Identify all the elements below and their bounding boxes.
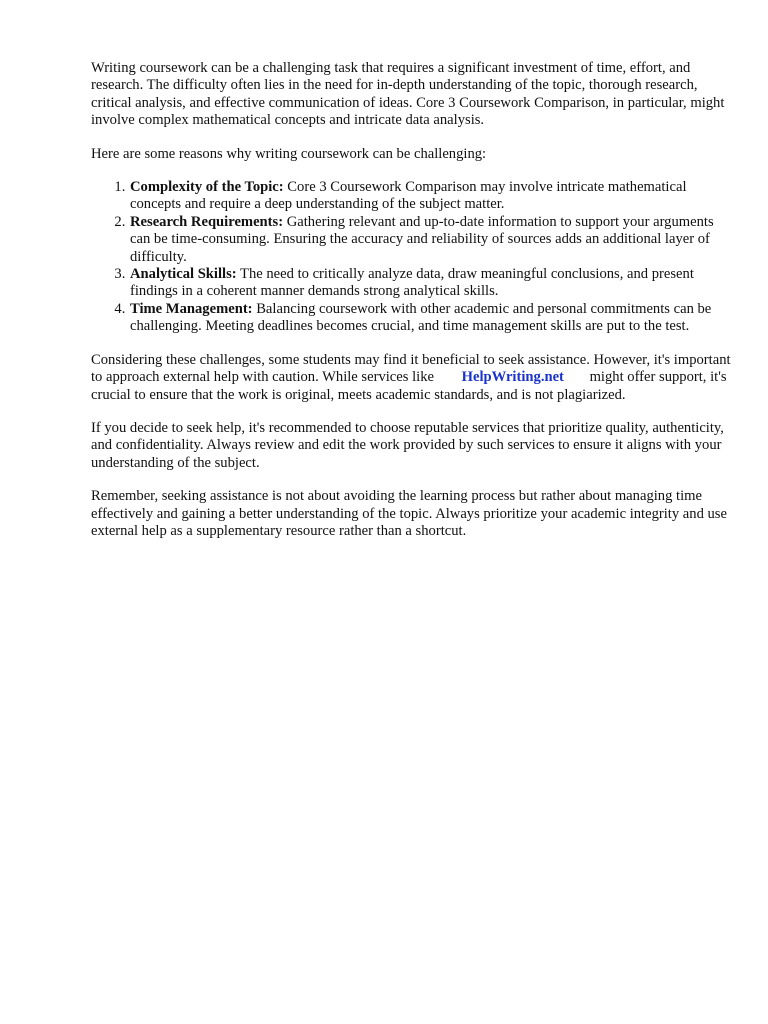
reasons-intro: Here are some reasons why writing coursework can be challenging: <box>91 145 487 162</box>
advice-paragraph: If you decide to seek help, it's recommended to choose reputable services that prioritize quality, authenticity, and confidentiality. Always review and edit the work provided by such services to ensure it aligns with your understanding of the subject. <box>91 419 724 471</box>
reason-term: Research Requirements: <box>130 213 284 230</box>
caution-text-before: Considering these challenges, some students may find it beneficial to seek assistance. However, it's important to approach external help with caution. While services like <box>91 351 731 386</box>
reason-text: The need to critically analyze data, draw meaningful conclusions, and present findings in a coherent manner demands strong analytical skills. <box>130 266 694 300</box>
caution-text-after: might offer support, it's crucial to ensure that the work is original, meets academic standards, and is not plagiarized. <box>91 369 727 403</box>
reasons-list <box>91 179 731 336</box>
list-item <box>129 214 731 266</box>
list-item <box>129 266 731 301</box>
document-body <box>91 60 731 556</box>
reason-text: Core 3 Coursework Comparison may involve intricate mathematical concepts and require a deep understanding of the subject matter. <box>130 179 687 213</box>
helpwriting-link[interactable]: HelpWriting.net <box>461 369 564 386</box>
list-item <box>129 179 731 214</box>
intro-paragraph: Writing coursework can be a challenging task that requires a significant investment of time, effort, and research. The difficulty often lies in the need for in-depth understanding of the topic, thorough research, critical analysis, and effective communication of ideas. Core 3 Coursework Comparison, in particular, might involve complex mathematical concepts and intricate data analysis. <box>91 60 725 129</box>
reason-text: Balancing coursework with other academic and personal commitments can be challenging. Meeting deadlines becomes crucial, and time management skills are put to the test. <box>130 300 712 335</box>
closing-paragraph: Remember, seeking assistance is not about avoiding the learning process but rather about managing time effectively and gaining a better understanding of the topic. Always prioritize your academic integrity and use external help as a supplementary resource rather than a shortcut. <box>91 488 727 539</box>
reason-term: Complexity of the Topic: <box>130 179 284 196</box>
reason-term: Time Management: <box>130 300 253 317</box>
reason-text: Gathering relevant and up-to-date information to support your arguments can be time-consuming. Ensuring the accuracy and reliability of sources adds an additional layer of difficulty. <box>130 213 714 265</box>
caution-paragraph <box>91 352 731 404</box>
reason-term: Analytical Skills: <box>130 266 237 283</box>
list-item <box>129 301 731 336</box>
